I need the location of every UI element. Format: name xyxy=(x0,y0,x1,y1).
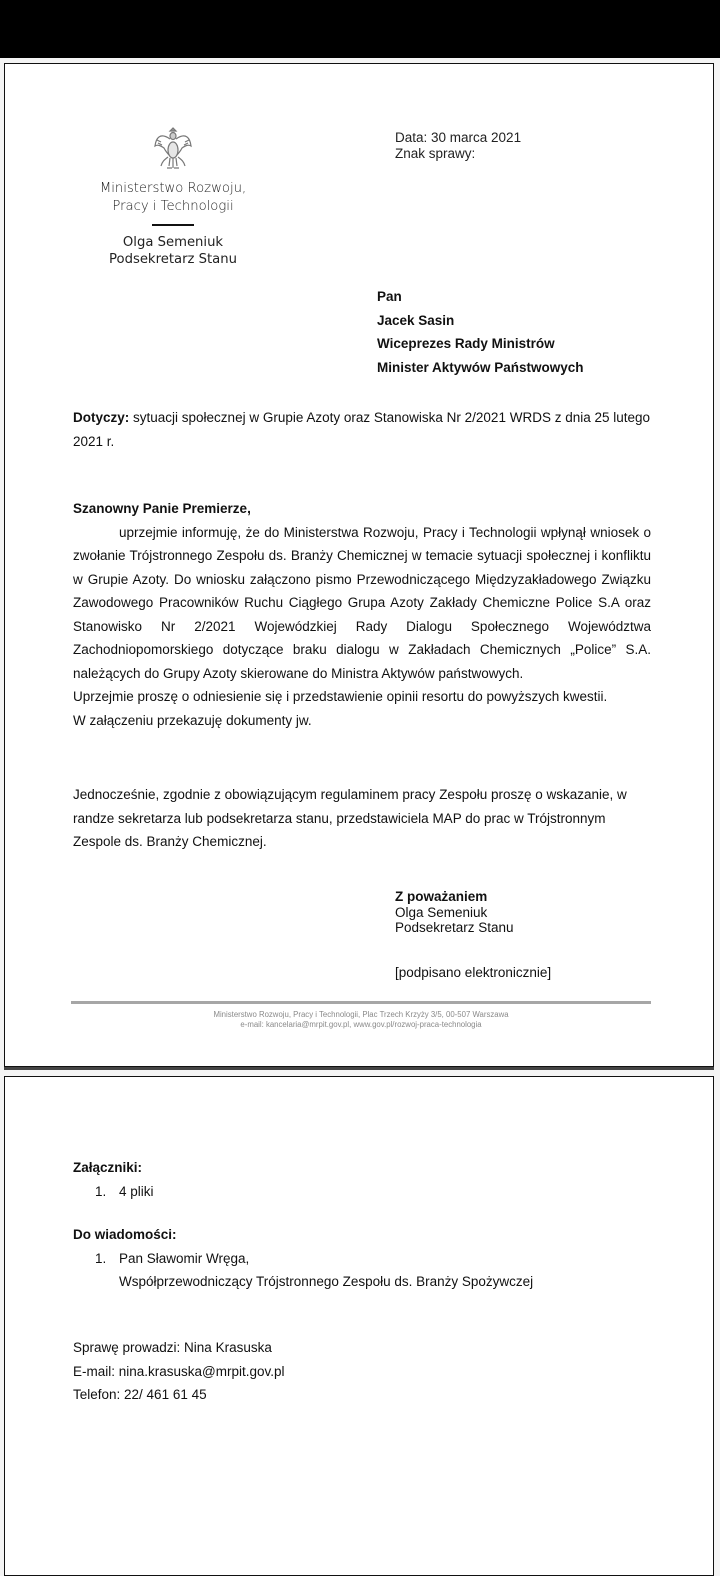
sender-name: Olga Semeniuk xyxy=(122,235,224,250)
handler-email: E-mail: nina.krasuska@mrpit.gov.pl xyxy=(73,1363,285,1379)
salutation: Szanowny Panie Premierze, xyxy=(73,501,251,516)
body-paragraph-1: uprzejmie informuję, że do Ministerstwa Rozwoju, Pracy i Technologii wpłynął wniosek o zwołanie Trójstronnego Zespołu ds. Branży Chemicznej w temacie sytuacji społecznej i konfliktu w Grupie Azoty. Do wniosku załączono pismo Przewodniczącego Międzyzakładowego Związku Zawodowego Pracowników Ruchu Ciągłego Grupa Azoty Zakłady Chemiczne Police S.A oraz Stanowisko Nr 2/2021 Wojewódzkiej Rady Dialogu Społecznego Województwa Zachodniopomorskiego dotyczące braku dialogu w Zakładach Chemicznych „Police” S.A. należących do Grupy Azoty skierowane do Ministra Aktywów państwowych. xyxy=(73,524,651,681)
letterhead-divider xyxy=(152,224,194,226)
case-mark: Znak sprawy: xyxy=(395,145,476,161)
letter-date: Data: 30 marca 2021 xyxy=(395,130,522,145)
addressee-title-1: Wiceprezes Rady Ministrów xyxy=(377,336,555,351)
case-handler: Sprawę prowadzi: Nina Krasuska xyxy=(73,1340,272,1355)
case-handler-section xyxy=(73,1336,285,1407)
closing: Z poważaniem xyxy=(395,889,488,904)
attachment-text: 4 pliki xyxy=(119,1183,154,1199)
addressee-line: Pan xyxy=(377,289,402,304)
polish-eagle-icon xyxy=(152,124,194,172)
addressee-block xyxy=(377,285,584,379)
cc-role: Współprzewodniczący Trójstronnego Zespołu ds. Branży Spożywczej xyxy=(119,1274,534,1289)
list-number: 1. xyxy=(95,1250,107,1266)
handler-phone: Telefon: 22/ 461 61 45 xyxy=(73,1387,207,1402)
attachments-section xyxy=(73,1156,154,1203)
signer-title: Podsekretarz Stanu xyxy=(395,920,514,935)
subject-label: Dotyczy: xyxy=(73,410,130,425)
list-number: 1. xyxy=(95,1183,107,1199)
letter-body xyxy=(73,497,651,732)
viewer-top-bar xyxy=(0,0,720,58)
attachments-label: Załączniki: xyxy=(73,1160,143,1175)
sender-title: Podsekretarz Stanu xyxy=(109,252,237,267)
signer-name: Olga Semeniuk xyxy=(395,904,488,920)
cc-item xyxy=(73,1247,533,1294)
document-page-2[interactable] xyxy=(4,1076,714,1576)
cc-section xyxy=(73,1223,533,1294)
letterhead xyxy=(65,124,281,268)
cc-name: Pan Sławomir Wręga, xyxy=(119,1250,250,1266)
cc-label: Do wiadomości: xyxy=(73,1227,177,1242)
footer-divider xyxy=(71,1001,651,1004)
subject-text: sytuacji społecznej w Grupie Azoty oraz Stanowiska Nr 2/2021 WRDS z dnia 25 lutego 2021 r. xyxy=(73,410,651,449)
signature-block xyxy=(395,889,551,980)
page-footer xyxy=(71,1010,651,1030)
body-paragraph-4: Jednocześnie, zgodnie z obowiązującym regulaminem pracy Zespołu proszę o wskazanie, w randze sekretarza lub podsekretarza stanu, przedstawiciela MAP do prac w Trójstronnym Zespole ds. Branży Chemicznej. xyxy=(73,787,627,849)
footer-contact: e-mail: kancelaria@mrpit.gov.pl, www.gov.pl/rozwoj-praca-technologia xyxy=(240,1020,482,1029)
e-signature-note: [podpisano elektronicznie] xyxy=(395,964,552,980)
attachment-item xyxy=(73,1180,154,1204)
body-paragraph-3: W załączeniu przekazuję dokumenty jw. xyxy=(73,712,312,728)
ministry-name-line1: Ministerstwo Rozwoju, xyxy=(99,181,247,196)
subject-line xyxy=(73,406,655,453)
letter-meta xyxy=(395,130,521,161)
ministry-name-line2: Pracy i Technologii xyxy=(112,199,234,214)
footer-address: Ministerstwo Rozwoju, Pracy i Technologii, Plac Trzech Krzyży 3/5, 00-507 Warszawa xyxy=(213,1010,509,1019)
addressee-title-2: Minister Aktywów Państwowych xyxy=(377,359,584,375)
document-page-1[interactable] xyxy=(4,63,714,1067)
body-paragraph-2: Uprzejmie proszę o odniesienie się i przedstawienie opinii resortu do powyższych kwestii. xyxy=(73,689,608,704)
addressee-name: Jacek Sasin xyxy=(377,312,455,328)
